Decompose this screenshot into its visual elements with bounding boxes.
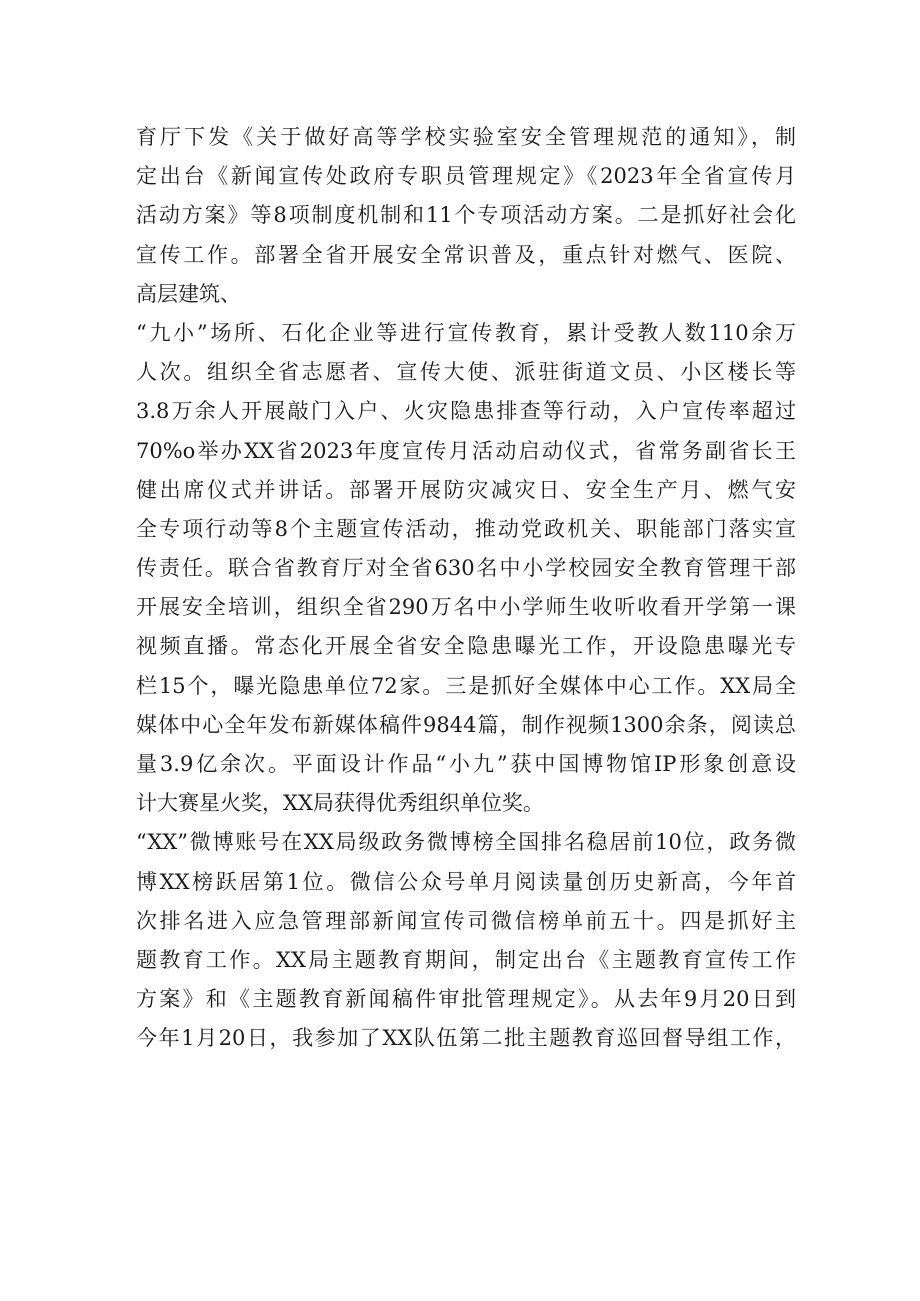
text-line: 栏15个，曝光隐患单位72家。三是抓好全媒体中心工作。XX局全 — [136, 673, 796, 698]
text-line: “九小”场所、石化企业等进行宣传教育，累计受教人数110余万 — [136, 320, 796, 345]
text-line: 量3.9亿余次。平面设计作品“小九”获中国博物馆IP形象创意设 — [136, 752, 796, 776]
text-line: 传责任。联合省教育厅对全省630名中小学校园安全教育管理干部 — [136, 556, 796, 581]
text-line: 题教育工作。XX局主题教育期间，制定出台《主题教育宣传工作 — [136, 947, 796, 972]
text-line: 健出席仪式并讲话。部署开展防灾减灾日、安全生产月、燃气安 — [136, 477, 796, 502]
text-line: 方案》和《主题教育新闻稿件审批管理规定》。从去年9月20日到 — [136, 987, 796, 1012]
text-line: 媒体中心全年发布新媒体稿件9844篇，制作视频1300余条，阅读总 — [136, 712, 796, 737]
text-line: 今年1月20日，我参加了XX队伍第二批主题教育巡回督导组工作， — [136, 1026, 796, 1051]
text-line: 3.8万余人开展敲门入户、火灾隐患排查等行动，入户宣传率超过 — [136, 399, 796, 424]
text-line: 人次。组织全省志愿者、宣传大使、派驻街道文员、小区楼长等 — [136, 360, 796, 385]
text-line: 开展安全培训，组织全省290万名中小学师生收听收看开学第一课 — [136, 595, 796, 620]
text-line: 宣传工作。部署全省开展安全常识普及，重点针对燃气、医院、 — [136, 242, 796, 267]
text-line: 高层建筑、 — [136, 281, 241, 306]
text-line: 育厅下发《关于做好高等学校实验室安全管理规范的通知》，制 — [136, 125, 796, 149]
text-line: 活动方案》等8项制度机制和11个专项活动方案。二是抓好社会化 — [136, 203, 796, 228]
text-line: 视频直播。常态化开展全省安全隐患曝光工作，开设隐患曝光专 — [136, 634, 796, 659]
text-line: 70%o举办XX省2023年度宣传月活动启动仪式，省常务副省长王 — [136, 438, 796, 463]
body-text — [136, 118, 796, 1059]
text-line: 次排名进入应急管理部新闻宣传司微信榜单前五十。四是抓好主 — [136, 908, 796, 933]
text-line: 定出台《新闻宣传处政府专职员管理规定》《2023年全省宣传月 — [136, 164, 796, 189]
text-line: 博XX榜跃居第1位。微信公众号单月阅读量创历史新高，今年首 — [136, 869, 796, 894]
text-line: “XX”微博账号在XX局级政务微博榜全国排名稳居前10位，政务微 — [136, 830, 796, 855]
text-line: 计大赛星火奖，XX局获得优秀组织单位奖。 — [136, 791, 544, 816]
text-line: 全专项行动等8个主题宣传活动，推动党政机关、职能部门落实宣 — [136, 516, 796, 541]
